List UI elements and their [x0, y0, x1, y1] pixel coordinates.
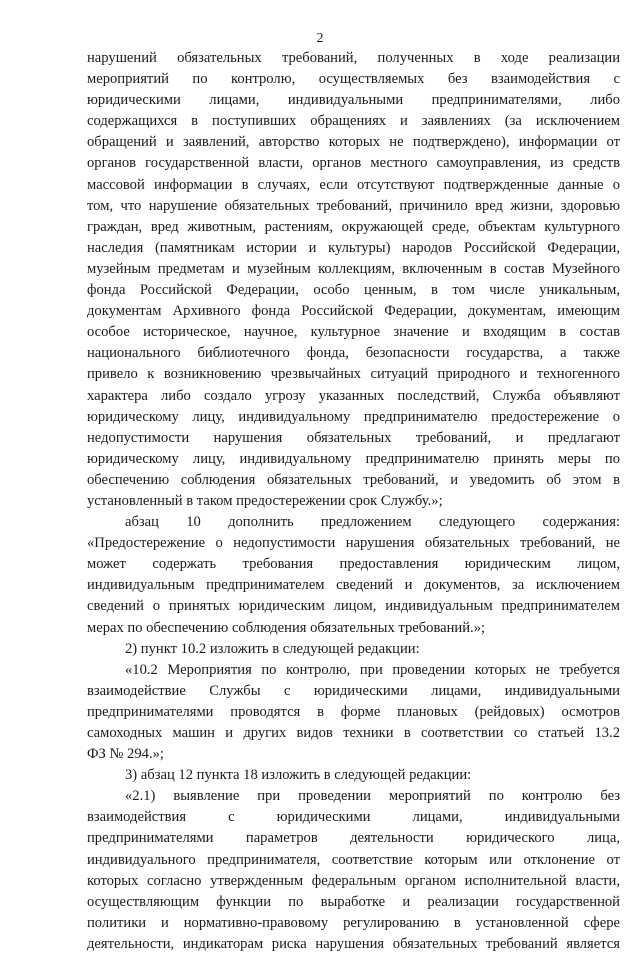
- text-line: деятельности, индикаторам риска нарушения обязательных требований является: [87, 935, 620, 952]
- text-line: индивидуального предпринимателя, соответствие которым или отклонение от: [87, 851, 620, 868]
- text-line: предпринимателями параметров деятельности юридического лица,: [87, 830, 620, 847]
- text-line: самоходных машин и других видов техники в соответствии со статьей 13.2: [87, 725, 620, 741]
- text-line: «10.2 Мероприятия по контролю, при проведении которых не требуется: [125, 661, 620, 678]
- text-line: содержащихся в поступивших обращениях и заявлениях (за исключением: [87, 113, 620, 130]
- text-line: 3) абзац 12 пункта 18 изложить в следующей редакции:: [125, 767, 472, 784]
- text-line: абзац 10 дополнить предложением следующего содержания:: [125, 514, 620, 531]
- text-line: документам Архивного фонда Российской Федерации, документам, имеющим: [87, 303, 620, 320]
- text-line: недопустимости нарушения обязательных требований, и предлагают: [87, 429, 620, 446]
- text-line: мероприятий по контролю, осуществляемых без взаимодействия с: [87, 71, 620, 88]
- text-line: установленный в таком предостережении срок Службу.»;: [87, 492, 443, 509]
- text-line: политики и нормативно-правовому регулированию в установленной сфере: [87, 914, 620, 931]
- text-line: индивидуальным предпринимателем сведений и документов, за исключением: [87, 577, 620, 594]
- text-line: предпринимателями проводятся в форме плановых (рейдовых) осмотров: [87, 703, 620, 720]
- text-line: характера либо создало угрозу указанных последствий, Служба объявляют: [87, 387, 620, 404]
- text-line: юридическому лицу, индивидуальному предпринимателю предостережение о: [87, 408, 620, 425]
- text-line: юридическому лицу, индивидуальному предпринимателю принять меры по: [87, 450, 620, 467]
- text-line: наследия (памятникам истории и культуры) народов Российской Федерации,: [87, 239, 620, 256]
- text-line: взаимодействия с юридическими лицами, индивидуальными: [87, 809, 620, 826]
- text-line: осуществляющим функции по выработке и реализации государственной: [87, 893, 620, 910]
- text-line: привело к возникновению чрезвычайных ситуаций природного и техногенного: [87, 366, 620, 383]
- text-line: том, что нарушение обязательных требований, причинило вред жизни, здоровью: [87, 197, 620, 214]
- text-line: мерах по обеспечению соблюдения обязательных требований.»;: [87, 619, 486, 636]
- text-line: граждан, вред животным, растениям, окружающей среде, объектам культурного: [87, 218, 620, 235]
- text-line: обеспечению соблюдения обязательных требований, и уведомить об этом в: [87, 471, 620, 488]
- text-line: нарушений обязательных требований, полученных в ходе реализации: [87, 50, 620, 66]
- text-line: «2.1) выявление при проведении мероприятий по контролю без: [125, 788, 620, 805]
- text-line: которых согласно утвержденным федеральным органом исполнительной власти,: [87, 872, 620, 889]
- page-number: 2: [316, 31, 324, 46]
- text-line: органов государственной власти, органов местного самоуправления, из средств: [87, 155, 620, 172]
- text-line: фонда Российской Федерации, особо ценным, в том числе уникальным,: [87, 282, 620, 299]
- text-line: юридическими лицами, индивидуальными предпринимателями, либо: [87, 92, 620, 109]
- text-line: «Предостережение о недопустимости нарушения обязательных требований, не: [87, 535, 620, 552]
- text-line: национального библиотечного фонда, безопасности государства, а также: [87, 345, 620, 362]
- text-line: взаимодействие Службы с юридическими лицами, индивидуальными: [87, 682, 620, 699]
- document-body: [87, 48, 620, 955]
- text-line: 2) пункт 10.2 изложить в следующей редакции:: [125, 640, 420, 657]
- text-line: массовой информации в случаях, если отсутствуют подтвержденные данные о: [87, 176, 620, 193]
- text-line: музейным предметам и музейным коллекциям, включенным в состав Музейного: [87, 260, 620, 277]
- text-line: сведений о принятых юридическим лицом, индивидуальным предпринимателем: [87, 598, 620, 615]
- text-line: особое историческое, научное, культурное значение и входящим в состав: [87, 324, 620, 341]
- text-line: может содержать требования предоставления юридическим лицом,: [87, 556, 620, 573]
- text-line: ФЗ № 294.»;: [87, 746, 164, 763]
- text-line: обращений и заявлений, авторство которых не подтверждено), информации от: [87, 134, 620, 151]
